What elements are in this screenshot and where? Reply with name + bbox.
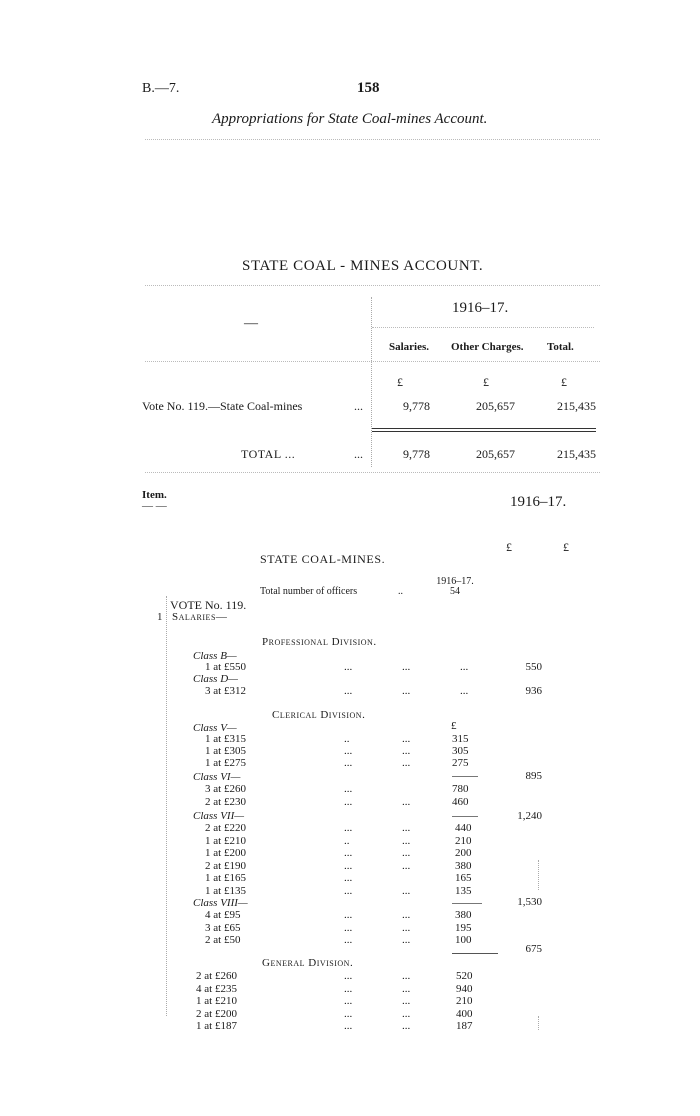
leader-dots: ... — [344, 983, 353, 995]
leader-dots: ... — [344, 922, 353, 934]
officers-year: 1916–17. — [436, 576, 474, 587]
class-v-subtotal: 895 — [525, 770, 542, 782]
leader-dots: ... — [344, 661, 353, 673]
officers-count: 54 — [450, 586, 460, 597]
item-column-label: Item. — [142, 489, 167, 501]
leader-dots: .. — [344, 835, 350, 847]
leader-dots: ... — [344, 1020, 353, 1032]
leader-dots: ... — [402, 822, 411, 834]
class-row-label: 2 at £190 — [205, 860, 246, 872]
leader-dots: ... — [344, 934, 353, 946]
general-row-label: 4 at £235 — [196, 983, 237, 995]
officers-leader-dots: .. — [398, 586, 403, 597]
class-row-amount: 135 — [455, 885, 472, 897]
class-row-label: 1 at £305 — [205, 745, 246, 757]
leader-dots: ... — [402, 733, 411, 745]
leader-dots: ... — [402, 922, 411, 934]
class-row-amount: 210 — [455, 835, 472, 847]
total-other-charges-value: 205,657 — [476, 447, 515, 461]
general-row-amount: 210 — [456, 995, 473, 1007]
detail-year: 1916–17. — [510, 494, 567, 510]
leader-dots: ... — [344, 822, 353, 834]
leader-dots: ... — [344, 909, 353, 921]
salaries-heading: Salaries— — [172, 611, 228, 623]
vote-salaries-value: 9,778 — [403, 399, 430, 413]
total-salaries-value: 9,778 — [403, 447, 430, 461]
general-row-amount: 400 — [456, 1008, 473, 1020]
total-rule-upper — [372, 428, 596, 429]
clerical-pound-sign: £ — [451, 720, 457, 732]
leader-dots: .. — [344, 733, 350, 745]
leader-dots: ... — [402, 909, 411, 921]
detail-left-rule — [166, 596, 167, 1016]
leader-dots: ... — [402, 983, 411, 995]
class-viii-name: Class VIII— — [193, 897, 248, 909]
detail-currency-2: £ — [563, 540, 569, 554]
class-row-label: 2 at £220 — [205, 822, 246, 834]
class-row-label: 1 at £315 — [205, 733, 246, 745]
class-row-amount: 440 — [455, 822, 472, 834]
class-vi-name: Class VI— — [193, 771, 241, 783]
summary-bottom-rule — [145, 472, 600, 473]
class-viii-subtotal: 675 — [525, 943, 542, 955]
subtotal-rule — [452, 776, 478, 777]
class-row-amount: 100 — [455, 934, 472, 946]
class-row-amount: 195 — [455, 922, 472, 934]
vote-other-charges-value: 205,657 — [476, 399, 515, 413]
total-total-value: 215,435 — [557, 447, 596, 461]
summary-title: STATE COAL - MINES ACCOUNT. — [242, 258, 484, 274]
class-row-amount: 165 — [455, 872, 472, 884]
class-row-amount: 460 — [452, 796, 469, 808]
class-row-label: 2 at £230 — [205, 796, 246, 808]
general-row-amount: 520 — [456, 970, 473, 982]
officers-label: Total number of officers — [260, 586, 358, 597]
general-row-label: 2 at £200 — [196, 1008, 237, 1020]
detail-right-rule — [538, 860, 539, 890]
leader-dots: ... — [344, 745, 353, 757]
leader-dots: ... — [344, 757, 353, 769]
detail-right-rule-bottom — [538, 1016, 539, 1030]
leader-dots: ... — [402, 745, 411, 757]
class-row-amount: 780 — [452, 783, 469, 795]
class-vii-subtotal: 1,530 — [517, 896, 542, 908]
leader-dots: ... — [344, 872, 353, 884]
detail-section-title: STATE COAL-MINES. — [260, 552, 386, 566]
class-row-amount: 380 — [455, 909, 472, 921]
class-row-label: 1 at £210 — [205, 835, 246, 847]
subtotal-rule — [452, 903, 482, 904]
class-v-name: Class V— — [193, 722, 237, 734]
currency-total: £ — [561, 375, 567, 389]
class-row-amount: 315 — [452, 733, 469, 745]
leader-dots: ... — [344, 1008, 353, 1020]
class-b-subtotal: 550 — [525, 661, 542, 673]
vote-leader-dots: ... — [354, 399, 363, 413]
leader-dots: ... — [402, 757, 411, 769]
leader-dots: ... — [344, 783, 353, 795]
class-row-label: 3 at £260 — [205, 783, 246, 795]
leader-dots: ... — [402, 661, 411, 673]
header-rule — [145, 139, 600, 140]
leader-dots: ... — [402, 685, 411, 697]
currency-other-charges: £ — [483, 375, 489, 389]
leader-dots: ... — [402, 860, 411, 872]
class-b-name: Class B— — [193, 650, 237, 662]
col-header-salaries: Salaries. — [389, 341, 430, 353]
vote-total-value: 215,435 — [557, 399, 596, 413]
page-number: 158 — [357, 80, 380, 96]
general-row-amount: 187 — [456, 1020, 473, 1032]
running-title: Appropriations for State Coal-mines Account. — [212, 111, 488, 127]
class-row-label: 1 at £200 — [205, 847, 246, 859]
general-row-label: 2 at £260 — [196, 970, 237, 982]
summary-header-rule — [145, 361, 600, 362]
class-d-name: Class D— — [193, 673, 238, 685]
leader-dots: ... — [402, 847, 411, 859]
summary-column-divider — [371, 297, 372, 467]
detail-vote-number: VOTE No. 119. — [170, 598, 247, 612]
leader-dots: ... — [344, 685, 353, 697]
leader-dots: ... — [402, 934, 411, 946]
subtotal-rule — [452, 816, 478, 817]
class-row-amount: 275 — [452, 757, 469, 769]
leader-dots: ... — [344, 970, 353, 982]
leader-dots: ... — [344, 995, 353, 1007]
general-row-amount: 940 — [456, 983, 473, 995]
page-reference: B.—7. — [142, 81, 180, 96]
leader-dots: ... — [402, 995, 411, 1007]
leader-dots: ... — [402, 1020, 411, 1032]
class-row-label: 4 at £95 — [205, 909, 241, 921]
leader-dots: ... — [344, 885, 353, 897]
summary-year: 1916–17. — [452, 300, 509, 316]
class-row-amount: 380 — [455, 860, 472, 872]
item-number: 1 — [157, 611, 163, 623]
class-row-label: 1 at £275 — [205, 757, 246, 769]
general-division-heading: General Division. — [262, 957, 354, 969]
col-header-other-charges: Other Charges. — [451, 341, 524, 353]
leader-dots: ... — [402, 796, 411, 808]
leader-dots: ... — [402, 970, 411, 982]
summary-top-rule — [145, 285, 600, 286]
class-row-label: 3 at £65 — [205, 922, 241, 934]
class-row-label: 2 at £50 — [205, 934, 241, 946]
class-vi-subtotal: 1,240 — [517, 810, 542, 822]
class-row-label: 1 at £165 — [205, 872, 246, 884]
total-rule-lower — [372, 431, 596, 432]
leader-dots: ... — [460, 661, 469, 673]
currency-salaries: £ — [397, 375, 403, 389]
clerical-division-heading: Clerical Division. — [272, 709, 366, 721]
class-row-amount: 200 — [455, 847, 472, 859]
summary-year-rule — [372, 327, 594, 328]
leader-dots: ... — [344, 860, 353, 872]
class-row-label: 1 at £135 — [205, 885, 246, 897]
professional-division-heading: Professional Division. — [262, 636, 377, 648]
leader-dots: ... — [402, 1008, 411, 1020]
leader-dots: ... — [344, 847, 353, 859]
leader-dots: ... — [402, 835, 411, 847]
total-label: TOTAL ... — [241, 447, 296, 461]
total-leader-dots: ... — [354, 447, 363, 461]
summary-stub-dash: — — [244, 316, 258, 331]
leader-dots: ... — [402, 885, 411, 897]
class-row-amount: 305 — [452, 745, 469, 757]
class-d-subtotal: 936 — [525, 685, 542, 697]
class-vii-name: Class VII— — [193, 810, 245, 822]
col-header-total: Total. — [547, 341, 574, 353]
general-row-label: 1 at £210 — [196, 995, 237, 1007]
vote-label: Vote No. 119.—State Coal-mines — [142, 399, 303, 413]
detail-currency-1: £ — [506, 540, 512, 554]
class-b-row-label: 1 at £550 — [205, 661, 246, 673]
item-column-dash: — — — [142, 500, 167, 512]
class-d-row-label: 3 at £312 — [205, 685, 246, 697]
general-row-label: 1 at £187 — [196, 1020, 237, 1032]
leader-dots: ... — [460, 685, 469, 697]
leader-dots: ... — [344, 796, 353, 808]
